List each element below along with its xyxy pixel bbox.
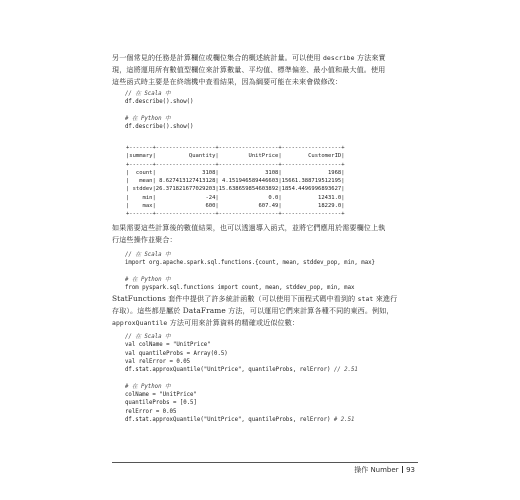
table-row: | min| -24| 0.0| 12431.0|	[126, 194, 345, 201]
table-border: +-------+------------------+------------------+------------------+	[126, 161, 345, 168]
code-comment: # 2.51	[333, 416, 355, 423]
text-span: 方法來實	[354, 53, 386, 62]
code-line: df.stat.approxQuantile("UnitPrice", quantileProbs, relError)	[125, 416, 334, 423]
code-line: quantileProbs = [0.5]	[125, 400, 197, 407]
inline-code-approxquantile: approxQuantile	[112, 319, 168, 327]
code-comment: # 在 Python 中	[125, 383, 171, 390]
code-line: import org.apache.spark.sql.functions.{count, mean, stddev_pop, min, max}	[125, 260, 375, 267]
text-span: 另一個常見的任務是計算欄位或欄位集合的概述統計量。可以使用	[112, 53, 323, 62]
text-span: 來進行	[373, 294, 398, 303]
table-row: | mean| 8.627413127413128| 4.151946589446603|15661.388719512195|	[126, 178, 345, 185]
table-row: | stddev|26.371821677029203|15.638659854603892|1854.4496996893627|	[126, 186, 345, 193]
code-line: relError = 0.05	[125, 408, 177, 415]
page-footer	[354, 465, 415, 475]
inline-code-describe: describe	[322, 54, 355, 62]
code-line: from pyspark.sql.functions import count, mean, stddev_pop, min, max	[125, 285, 355, 292]
table-border: +-------+------------------+------------------+------------------+	[126, 211, 345, 218]
code-block-quantile	[125, 333, 425, 424]
page-number: 93	[406, 466, 415, 474]
code-comment: // 在 Scala 中	[125, 252, 171, 258]
text-span: 套件中提供了許多統計函數（可以使用下面程式碼中看到的	[165, 294, 358, 303]
text-span: 如果需要這些計算後的數值結果，也可以透過導入函式，並將它們應用於需要欄位上執	[112, 223, 386, 232]
code-comment: // 在 Scala 中	[125, 91, 171, 97]
code-line: df.describe().show()	[125, 99, 194, 106]
functions-paragraph	[112, 222, 412, 246]
footer-divider	[112, 462, 418, 463]
text-span: 行這些操作並聚合：	[112, 235, 177, 244]
code-comment: // 2.51	[333, 367, 358, 374]
table-row: | count| 3108| 3108| 1968|	[126, 169, 345, 176]
code-line: colName = "UnitPrice"	[125, 392, 197, 399]
intro-paragraph	[112, 52, 412, 88]
table-border: +-------+------------------+------------------+------------------+	[126, 145, 345, 151]
code-line: df.stat.approxQuantile("UnitPrice", quantileProbs, relError)	[125, 367, 334, 374]
text-span: 方法，可以運用它們來計算各種不同的東西。例如，	[225, 306, 394, 315]
text-span: StatFunctions	[112, 294, 166, 303]
code-line: df.describe().show()	[125, 124, 194, 131]
code-comment: // 在 Scala 中	[125, 334, 171, 340]
chapter-title: 操作 Number	[354, 466, 399, 474]
describe-output-table	[126, 144, 345, 219]
footer-separator	[402, 466, 404, 473]
code-line: val colName = "UnitPrice"	[125, 342, 211, 349]
text-span: 這些函式時主要是在終端機中查看結果，因為綱要可能在未來會做修改：	[112, 77, 343, 86]
text-span: 現，這將運用所有數值型欄位來計算數量、平均值、標準偏差、最小值和最大值。使用	[112, 65, 386, 74]
code-block-describe	[125, 90, 425, 131]
table-row: | max| 600| 607.49| 18229.0|	[126, 203, 345, 210]
statfunctions-paragraph	[112, 293, 412, 329]
text-span: 存取）。這些都是屬於	[112, 306, 183, 315]
code-comment: # 在 Python 中	[125, 115, 171, 122]
table-header: |summary| Quantity| UnitPrice| CustomerID|	[126, 153, 345, 160]
code-line: val relError = 0.05	[125, 358, 191, 365]
inline-code-stat: stat	[357, 295, 374, 303]
code-line: val quantileProbs = Array(0.5)	[125, 350, 228, 357]
text-span: DataFrame	[182, 306, 226, 315]
code-comment: # 在 Python 中	[125, 276, 171, 283]
code-block-imports	[125, 251, 425, 292]
text-span: 方法可用來計算資料的精確或近似位數：	[167, 318, 300, 327]
